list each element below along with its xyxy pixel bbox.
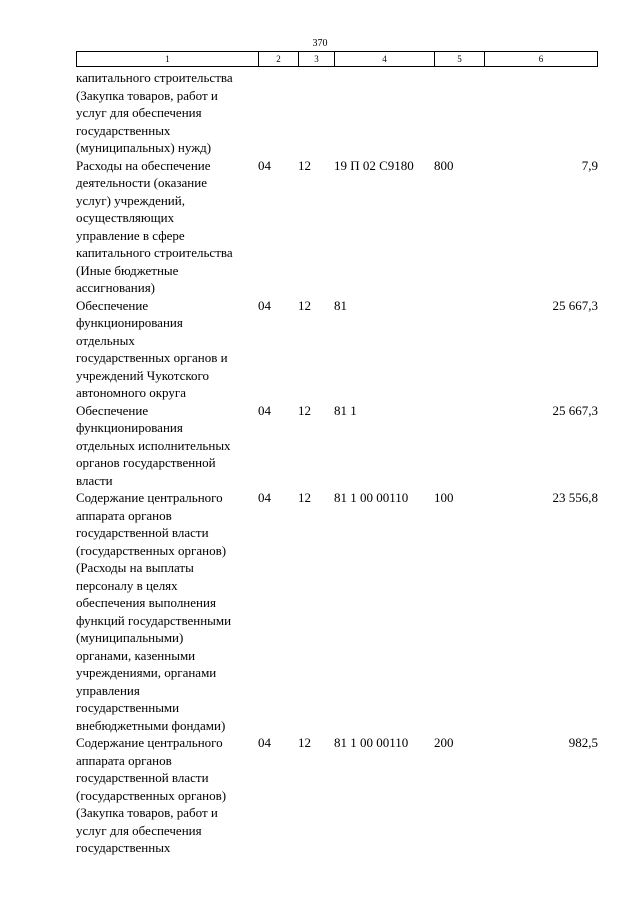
subsection-code: 12: [298, 735, 311, 750]
amount: 982,5: [568, 735, 598, 750]
target-article: 81 1 00 00110: [334, 735, 409, 750]
row-name-line: государственных органов и: [76, 350, 228, 365]
row-name-line: власти: [76, 472, 113, 488]
row-name-line: функционирования: [76, 420, 183, 435]
row-name-line: государственных: [76, 122, 171, 138]
amount: [484, 69, 598, 157]
row-name-line: аппарата органов: [76, 507, 172, 523]
row-name: [76, 734, 258, 857]
expense-type: [434, 297, 484, 402]
row-name-line: государственными: [76, 700, 180, 715]
section-code: 04: [258, 157, 271, 173]
row-name-line: государственной власти: [76, 770, 209, 785]
row-name-line: ассигнования): [76, 280, 156, 295]
row-name-line: капитального строительства: [76, 245, 233, 260]
expense-type: [434, 69, 484, 157]
amount: 25 667,3: [552, 402, 598, 418]
expense-type: 800: [434, 157, 454, 173]
row-name-line: капитального строительства: [76, 70, 233, 85]
row-name-line: функций государственными: [76, 612, 232, 628]
row-name-line: управления: [76, 682, 140, 698]
table-row: [76, 734, 598, 857]
row-name-line: Обеспечение: [76, 297, 149, 313]
expense-type: [434, 402, 484, 490]
row-name-line: (Закупка товаров, работ и: [76, 805, 218, 820]
row-name-line: деятельности (оказание: [76, 175, 207, 190]
row-name-line: органами, казенными: [76, 647, 196, 663]
amount: 7,9: [581, 157, 598, 173]
row-name-line: Расходы на обеспечение: [76, 157, 211, 173]
row-name-line: отдельных исполнительных: [76, 437, 231, 453]
row-name-line: (Закупка товаров, работ и: [76, 87, 218, 103]
row-name: [76, 402, 258, 490]
header-col-6: 6: [484, 52, 598, 66]
table-row: [76, 489, 598, 734]
expense-type: 200: [434, 735, 454, 750]
header-col-3: 3: [298, 52, 334, 66]
target-article: 19 П 02 С9180: [334, 157, 414, 173]
page-number: 370: [312, 38, 328, 49]
target-article: [334, 69, 434, 157]
amount: 25 667,3: [552, 297, 598, 313]
table-row: [76, 297, 598, 402]
row-name: [76, 297, 258, 402]
row-name: [76, 157, 258, 297]
row-name-line: (муниципальных) нужд): [76, 140, 212, 155]
row-name-line: учреждений Чукотского: [76, 367, 210, 383]
row-name-line: услуг для обеспечения: [76, 105, 202, 120]
row-name-line: управление в сфере: [76, 227, 185, 243]
row-name-line: отдельных: [76, 332, 135, 348]
row-name-line: персоналу в целях: [76, 577, 178, 593]
header-col-2: 2: [258, 52, 298, 66]
row-name-line: внебюджетными фондами): [76, 717, 226, 733]
row-name-line: услуг) учреждений,: [76, 192, 185, 208]
target-article: 81 1: [334, 402, 357, 418]
row-name-line: (Расходы на выплаты: [76, 560, 194, 575]
header-col-5: 5: [434, 52, 484, 66]
table-row: [76, 157, 598, 297]
row-name-line: учреждениями, органами: [76, 665, 217, 680]
header-col-4: 4: [334, 52, 434, 66]
section-code: 04: [258, 297, 271, 313]
amount: 23 556,8: [552, 490, 598, 505]
row-name-line: осуществляющих: [76, 210, 175, 225]
row-name-line: Содержание центрального: [76, 490, 223, 505]
row-name-line: автономного округа: [76, 385, 186, 400]
expense-type: 100: [434, 490, 454, 505]
row-name-line: (Иные бюджетные: [76, 262, 179, 278]
table-row: [76, 69, 598, 157]
row-name-line: услуг для обеспечения: [76, 822, 202, 838]
row-name-line: аппарата органов: [76, 752, 172, 768]
row-name-line: (государственных органов): [76, 787, 227, 803]
row-name-line: государственной власти: [76, 525, 209, 540]
table-row: [76, 402, 598, 490]
subsection-code: 12: [298, 490, 311, 505]
subsection-code: 12: [298, 157, 311, 173]
target-article: 81: [334, 297, 347, 313]
table-header: [76, 51, 598, 67]
subsection-code: [298, 69, 334, 157]
row-name-line: Содержание центрального: [76, 735, 223, 750]
subsection-code: 12: [298, 402, 311, 418]
target-article: 81 1 00 00110: [334, 490, 409, 505]
row-name-line: (государственных органов): [76, 542, 227, 558]
row-name-line: органов государственной: [76, 455, 216, 470]
row-name: [76, 489, 258, 734]
row-name-line: обеспечения выполнения: [76, 595, 216, 610]
row-name-line: государственных: [76, 840, 171, 855]
row-name-line: функционирования: [76, 315, 183, 330]
row-name-line: (муниципальными): [76, 630, 184, 645]
section-code: 04: [258, 735, 271, 750]
table-body: [76, 69, 598, 857]
subsection-code: 12: [298, 297, 311, 313]
section-code: 04: [258, 490, 271, 505]
header-col-1: 1: [76, 52, 258, 66]
section-code: 04: [258, 402, 271, 418]
row-name: [76, 69, 258, 157]
section-code: [258, 69, 298, 157]
row-name-line: Обеспечение: [76, 402, 149, 418]
